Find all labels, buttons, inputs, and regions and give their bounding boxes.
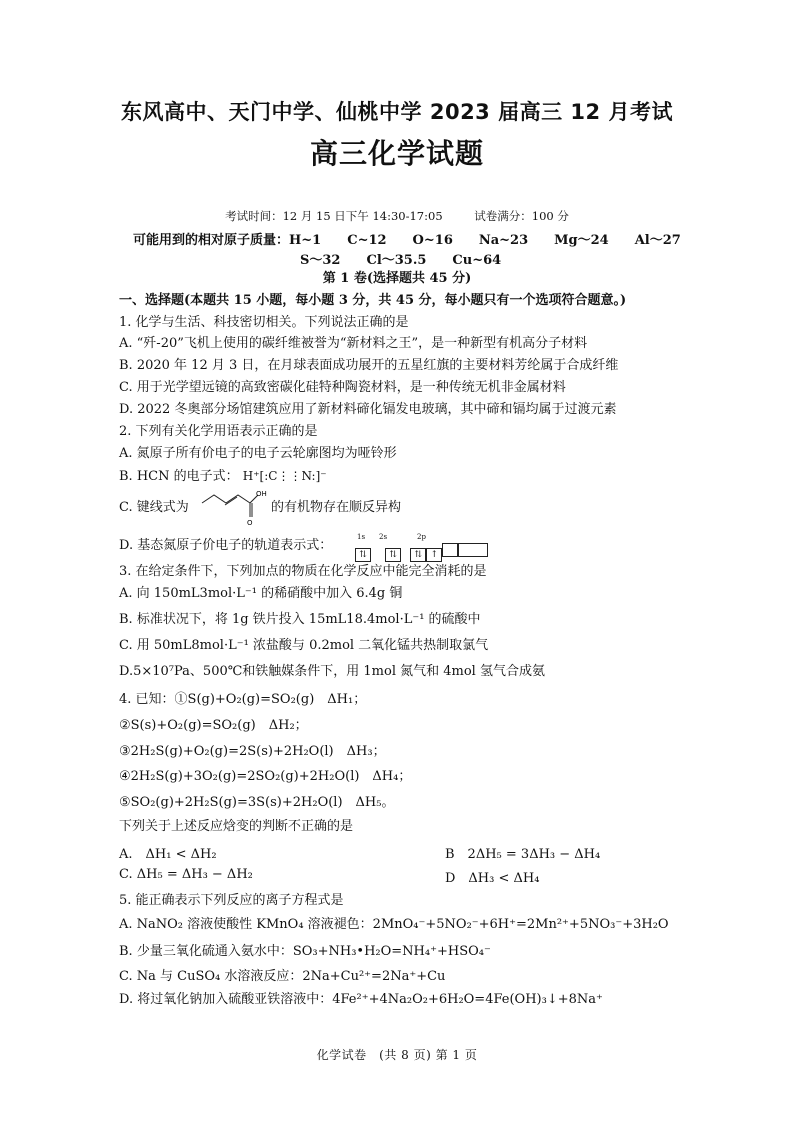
orbital-diagram (355, 533, 488, 562)
q4-reaction-3: ③2H₂S(g)+O₂(g)=2S(s)+2H₂O(l) ΔH₃； (119, 744, 386, 759)
q2-option-c-text: C. 键线式为 (119, 500, 189, 515)
orbital-2p-box-4 (458, 543, 488, 557)
q4-option-d: D ΔH₃ < ΔH₄ (445, 871, 540, 886)
orbital-2p-box-1: ⇅ (410, 548, 426, 562)
q3-stem: 3. 在给定条件下，下列加点的物质在化学反应中能完全消耗的是 (119, 564, 487, 579)
q1-option-d: D. 2022 冬奥部分场馆建筑应用了新材料碲化镉发电玻璃，其中碲和镉均属于过渡元素 (119, 402, 617, 417)
struct-oh-label: OH (256, 490, 267, 498)
q3-option-b: B. 标准状况下，将 1g 铁片投入 15mL18.4mol·L⁻¹ 的硫酸中 (119, 612, 481, 627)
orbital-2s-label: 2s (379, 533, 388, 541)
q1-stem: 1. 化学与生活、科技密切相关。下列说法正确的是 (119, 315, 409, 330)
orbital-1s-label: 1s (357, 533, 366, 541)
q4-option-b: B 2ΔH₅ = 3ΔH₃ − ΔH₄ (445, 847, 601, 862)
q4-reaction-2: ②S(s)+O₂(g)=SO₂(g) ΔH₂； (119, 718, 308, 733)
q2-option-b-text: B. HCN 的电子式： (119, 469, 239, 484)
q4-reaction-4: ④2H₂S(g)+3O₂(g)=2SO₂(g)+2H₂O(l) ΔH₄； (119, 769, 412, 784)
q1-option-a: A. “歼-20”飞机上使用的碳纤维被誉为“新材料之王”，是一种新型有机高分子材料 (119, 336, 588, 351)
q3-option-a: A. 向 150mL3mol·L⁻¹ 的稀硝酸中加入 6.4g 铜 (119, 586, 403, 601)
orbital-2p-label: 2p (417, 533, 426, 541)
q5-option-b: B. 少量三氧化硫通入氨水中：SO₃+NH₃•H₂O=NH₄⁺+HSO₄⁻ (119, 944, 491, 959)
q5-option-a: A. NaNO₂ 溶液使酸性 KMnO₄ 溶液褪色：2MnO₄⁻+5NO₂⁻+6H⁺=2Mn²⁺+5NO₃⁻+3H₂O (119, 917, 669, 932)
q4-stem: 4. 已知：①S(g)+O₂(g)=SO₂(g) ΔH₁； (119, 692, 367, 707)
q5-stem: 5. 能正确表示下列反应的离子方程式是 (119, 893, 344, 908)
q2-option-c-suffix: 的有机物存在顺反异构 (271, 500, 402, 515)
q2-stem: 2. 下列有关化学用语表示正确的是 (119, 424, 318, 439)
q3-option-d: D.5×10⁷Pa、500℃和铁触媒条件下，用 1mol 氮气和 4mol 氢气合成氨 (119, 664, 545, 679)
atomic-masses-line1: 可能用到的相对原子质量：H~1 C~12 O~16 Na~23 Mg～24 Al～27 (133, 233, 681, 248)
school-header: 东风高中、天门中学、仙桃中学 2023 届高三 12 月考试 (121, 100, 673, 124)
exam-title: 高三化学试题 (309, 137, 484, 170)
orbital-2p-box-2: ↑ (426, 548, 442, 562)
bond-line-structure (200, 487, 272, 527)
hcn-electron-formula: H⁺[:C⋮⋮N:]⁻ (242, 469, 327, 483)
exam-score: 试卷满分：100 分 (474, 209, 569, 223)
orbital-2s-box: ⇅ (385, 548, 401, 562)
q4-option-c: C. ΔH₅ = ΔH₃ − ΔH₂ (119, 867, 253, 882)
q4-question: 下列关于上述反应焓变的判断不正确的是 (119, 819, 354, 834)
q1-option-c: C. 用于光学望远镜的高致密碳化硅特种陶瓷材料，是一种传统无机非金属材料 (119, 380, 566, 395)
q4-reaction-5: ⑤SO₂(g)+2H₂S(g)=3S(s)+2H₂O(l) ΔH₅。 (119, 795, 395, 810)
q2-option-d: D. 基态氮原子价电子的轨道表示式： (119, 538, 333, 553)
section-instruction: 一、选择题(本题共 15 小题，每小题 3 分，共 45 分，每小题只有一个选项符合题意。) (119, 293, 627, 308)
atomic-masses-line2: S～32 Cl～35.5 Cu~64 (300, 253, 502, 268)
q5-option-c: C. Na 与 CuSO₄ 水溶液反应：2Na+Cu²⁺=2Na⁺+Cu (119, 969, 446, 984)
q4-option-a: A. ΔH₁ < ΔH₂ (119, 847, 217, 862)
exam-info (0, 208, 794, 224)
struct-o-label: O (247, 519, 253, 527)
q5-option-d: D. 将过氧化钠加入硫酸亚铁溶液中：4Fe²⁺+4Na₂O₂+6H₂O=4Fe(OH)₃↓+8Na⁺ (119, 992, 603, 1007)
orbital-2p-box-3 (442, 543, 458, 557)
section-title: 第 1 卷(选择题共 45 分) (322, 271, 472, 286)
q1-option-b: B. 2020 年 12 月 3 日，在月球表面成功展开的五星红旗的主要材料芳纶属于合成纤维 (119, 358, 619, 373)
q2-option-b (119, 467, 679, 486)
q3-option-c: C. 用 50mL8mol·L⁻¹ 浓盐酸与 0.2mol 二氧化锰共热制取氯气 (119, 638, 489, 653)
exam-time: 考试时间：12 月 15 日下午 14:30-17:05 (225, 209, 443, 223)
orbital-1s-box: ⇅ (355, 548, 371, 562)
q2-option-a: A. 氮原子所有价电子的电子云轮廓图均为哑铃形 (119, 446, 397, 461)
page-footer: 化学试卷 (共 8 页) 第 1 页 (316, 1048, 478, 1062)
